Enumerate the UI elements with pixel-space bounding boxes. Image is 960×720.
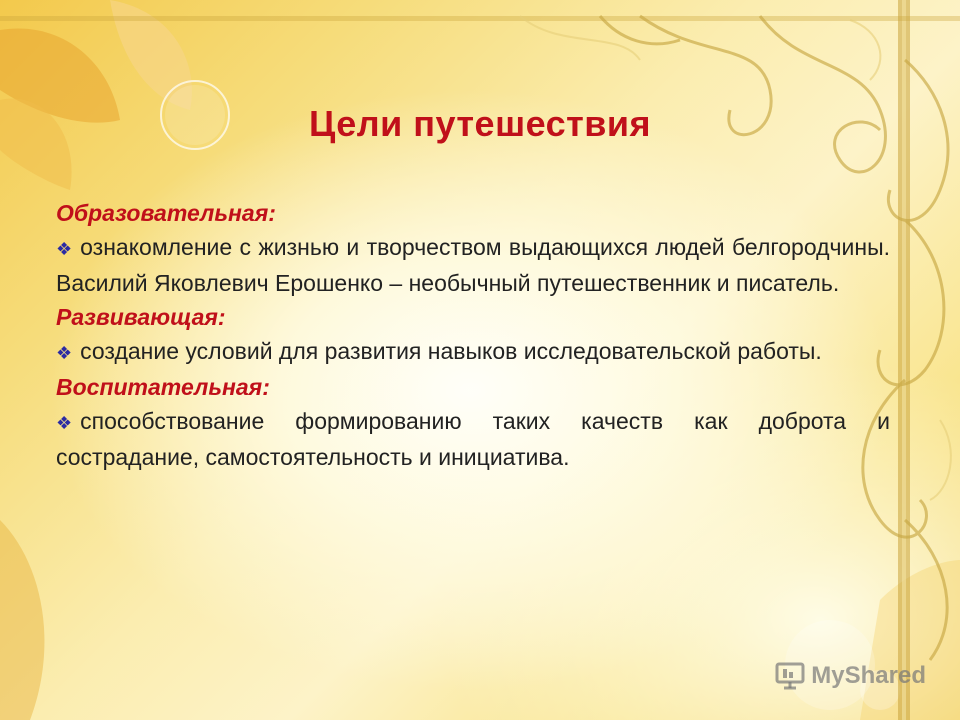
goals-content [56, 196, 890, 474]
goal-item [56, 334, 890, 370]
goal-item-text: способствование формированию таких качеств как доброта и сострадание, самостоятельность и инициатива. [56, 408, 890, 470]
goal-item [56, 404, 890, 474]
goal-item-text: создание условий для развития навыков исследовательской работы. [80, 338, 822, 364]
goal-category-label: Развивающая: [56, 304, 226, 330]
goal-category-label: Воспитательная: [56, 374, 270, 400]
diamond-bullet-icon: ❖ [56, 239, 73, 259]
diamond-bullet-icon: ❖ [56, 343, 73, 363]
goal-section-educational [56, 196, 890, 300]
goal-item [56, 230, 890, 300]
page-title: Цели путешествия [308, 103, 652, 144]
goal-section-developmental [56, 300, 890, 370]
presentation-icon [775, 662, 805, 690]
watermark-logo [775, 662, 926, 690]
goal-item-text: ознакомление с жизнью и творчеством выдающихся людей белгородчины. Василий Яковлевич Ерошенко – необычный путешественник и писатель. [56, 234, 890, 296]
goal-section-upbringing [56, 370, 890, 474]
goal-category-label: Образовательная: [56, 200, 276, 226]
diamond-bullet-icon: ❖ [56, 413, 73, 433]
watermark-text: MyShared [811, 662, 926, 689]
